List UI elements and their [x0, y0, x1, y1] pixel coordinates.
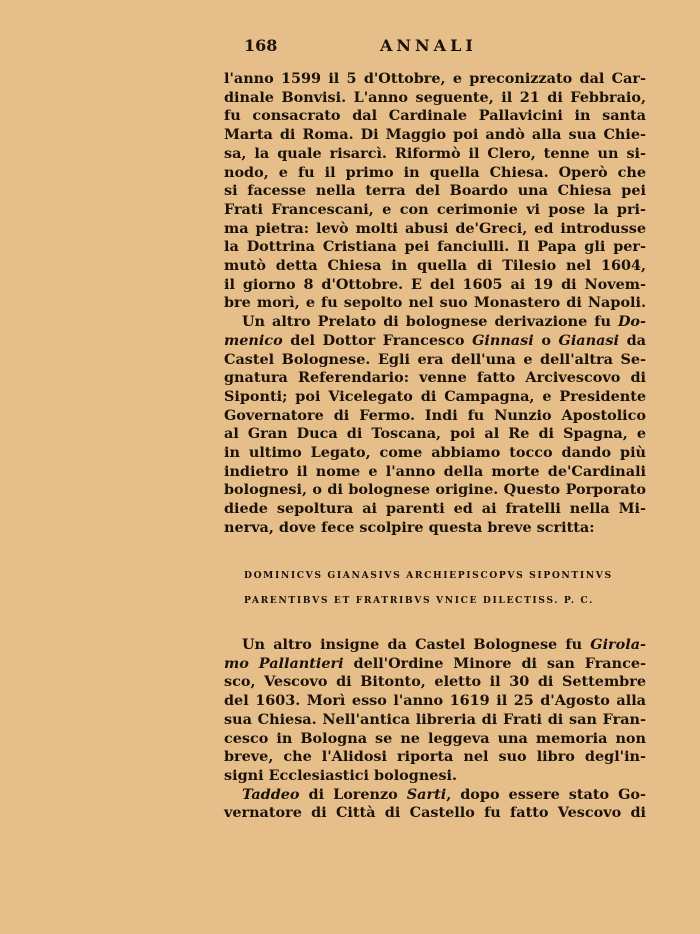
- body-text-lower: [224, 636, 646, 823]
- text-line: Marta di Roma. Di Maggio poi andò alla sua Chie-: [224, 126, 646, 144]
- italic-name: Ginnasi: [472, 331, 534, 349]
- text-line: [224, 332, 646, 351]
- text-run: Un altro Prelato di bolognese derivazione fu: [242, 313, 618, 331]
- text-line: Siponti; poi Vicelegato di Campagna, e Presidente: [224, 387, 646, 405]
- page-header: [222, 36, 652, 60]
- italic-name: Girola-: [590, 636, 646, 653]
- text-line: [224, 655, 646, 674]
- text-line: gnatura Referendario: venne fatto Arcivescovo di: [224, 369, 646, 387]
- text-line: ma pietra: levò molti abusi de'Greci, ed introdusse: [224, 219, 646, 237]
- text-line: l'anno 1599 il 5 d'Ottobre, e preconizzato dal Car-: [224, 70, 646, 87]
- text-line: sa, la quale risarcì. Riformò il Clero, tenne un si-: [224, 144, 646, 162]
- text-line: nerva, dove fece scolpire questa breve scritta:: [224, 518, 595, 536]
- text-run: Un altro insigne da Castel Bolognese fu: [242, 636, 591, 653]
- text-line: [224, 313, 646, 332]
- inscription-line-1: DOMINICVS GIANASIVS ARCHIEPISCOPVS SIPONTINVS: [244, 570, 613, 581]
- text-line: il giorno 8 d'Ottobre. E del 1605 ai 19 di Novem-: [224, 275, 646, 293]
- text-line: Governatore di Fermo. Indi fu Nunzio Apostolico: [224, 406, 646, 424]
- text-line: cesco in Bologna se ne leggeva una memoria non: [224, 729, 646, 747]
- text-line: dinale Bonvisi. L'anno seguente, il 21 di Febbraio,: [224, 88, 646, 106]
- italic-name: mo Pallantieri: [224, 654, 344, 672]
- inscription-line-2: PARENTIBVS ET FRATRIBVS VNICE DILECTISS. P. C.: [244, 595, 594, 606]
- text-line: sco, Vescovo di Bitonto, eletto il 30 di Settembre: [224, 673, 646, 691]
- body-text-upper: [224, 70, 646, 538]
- text-line: in ultimo Legato, come abbiamo tocco dando più: [224, 444, 646, 462]
- text-line: vernatore di Città di Castello fu fatto Vescovo di: [224, 804, 646, 822]
- text-run: del Dottor Francesco: [282, 331, 473, 349]
- running-title: ANNALI: [380, 36, 477, 55]
- italic-name: Gianasi: [558, 331, 619, 349]
- text-line: Castel Bolognese. Egli era dell'una e dell'altra Se-: [224, 350, 646, 368]
- paragraph-1: [224, 70, 646, 313]
- text-line: Frati Francescani, e con cerimonie vi pose la pri-: [224, 200, 646, 218]
- text-line: bolognesi, o di bolognese origine. Questo Porporato: [224, 481, 646, 499]
- text-line: [224, 636, 646, 655]
- paragraph-3: [224, 636, 646, 786]
- text-line: fu consacrato dal Cardinale Pallavicini in santa: [224, 107, 646, 125]
- text-run: o: [533, 331, 559, 349]
- text-line: del 1603. Morì esso l'anno 1619 il 25 d'Agosto alla: [224, 692, 646, 710]
- italic-name: menico: [224, 331, 283, 349]
- text-line: breve, che l'Alidosi riporta nel suo libro degl'in-: [224, 748, 646, 766]
- text-run: di Lorenzo: [299, 785, 407, 803]
- text-line: indietro il nome e l'anno della morte de'Cardinali: [224, 462, 646, 480]
- italic-name: Do-: [617, 313, 646, 331]
- text-line: diede sepoltura ai parenti ed ai fratelli nella Mi-: [224, 500, 646, 518]
- italic-name: Sarti: [406, 785, 447, 803]
- text-line: signi Ecclesiastici bolognesi.: [224, 766, 458, 784]
- text-line: la Dottrina Cristiana pei fanciulli. Il Papa gli per-: [224, 238, 646, 256]
- text-line: sua Chiesa. Nell'antica libreria di Frati di san Fran-: [224, 710, 646, 728]
- text-line: al Gran Duca di Toscana, poi al Re di Spagna, e: [224, 425, 646, 443]
- text-run: , dopo essere stato Go-: [446, 785, 646, 803]
- italic-name: Taddeo: [242, 785, 300, 803]
- text-run: dell'Ordine Minore di san France-: [343, 654, 646, 672]
- paragraph-4: [224, 786, 646, 823]
- text-line: nodo, e fu il primo in quella Chiesa. Operò che: [224, 163, 646, 181]
- paragraph-2: [224, 313, 646, 537]
- page-number: 168: [244, 36, 278, 55]
- text-line: si facesse nella terra del Boardo una Chiesa pei: [224, 182, 646, 200]
- text-line: [224, 786, 646, 805]
- text-line: bre morì, e fu sepolto nel suo Monastero di Napoli.: [224, 294, 646, 312]
- text-line: mutò detta Chiesa in quella di Tilesio nel 1604,: [224, 257, 646, 275]
- text-run: da: [618, 331, 646, 349]
